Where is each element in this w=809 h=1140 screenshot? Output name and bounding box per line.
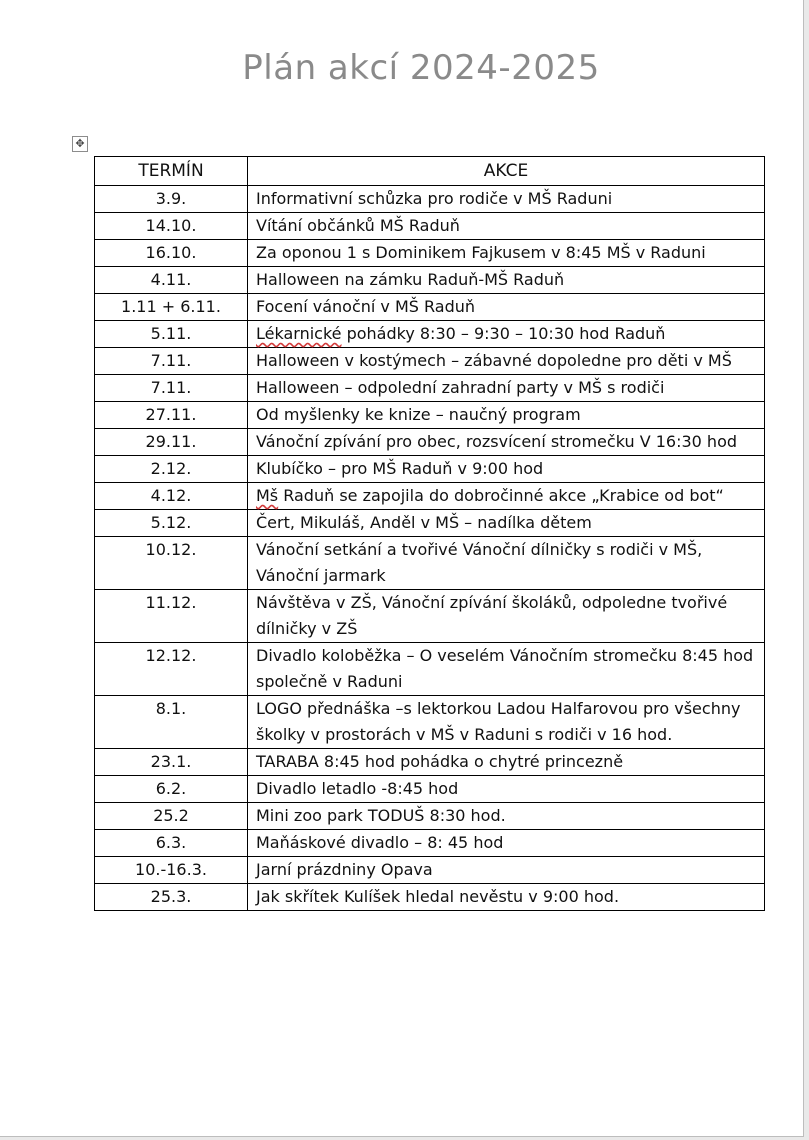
table-row — [95, 803, 765, 830]
table-row — [95, 590, 765, 643]
termin-cell: 25.3. — [95, 884, 248, 911]
table-row — [95, 643, 765, 696]
akce-cell: Maňáskové divadlo – 8: 45 hod — [248, 830, 765, 857]
akce-text: Raduň se zapojila do dobročinné akce „Krabice od bot“ — [278, 486, 724, 505]
akce-cell: Za oponou 1 s Dominikem Fajkusem v 8:45 MŠ v Raduni — [248, 240, 765, 267]
akce-cell — [248, 483, 765, 510]
termin-cell: 1.11 + 6.11. — [95, 294, 248, 321]
spellcheck-word: Lékarnické — [256, 324, 342, 343]
termin-cell: 14.10. — [95, 213, 248, 240]
termin-cell: 5.12. — [95, 510, 248, 537]
table-row — [95, 776, 765, 803]
termin-cell: 29.11. — [95, 429, 248, 456]
akce-cell — [248, 321, 765, 348]
table-row — [95, 348, 765, 375]
termin-cell: 25.2 — [95, 803, 248, 830]
table-row — [95, 483, 765, 510]
spellcheck-word: Mš — [256, 486, 279, 505]
akce-cell: Divadlo koloběžka – O veselém Vánočním stromečku 8:45 hod společně v Raduni — [248, 643, 765, 696]
table-row — [95, 884, 765, 911]
termin-cell: 2.12. — [95, 456, 248, 483]
table-row — [95, 267, 765, 294]
termin-cell: 10.12. — [95, 537, 248, 590]
akce-cell: Návštěva v ZŠ, Vánoční zpívání školáků, odpoledne tvořivé dílničky v ZŠ — [248, 590, 765, 643]
termin-cell: 7.11. — [95, 348, 248, 375]
akce-cell: Vítání občánků MŠ Raduň — [248, 213, 765, 240]
table-row — [95, 186, 765, 213]
table-row — [95, 429, 765, 456]
table-row — [95, 696, 765, 749]
termin-cell: 10.-16.3. — [95, 857, 248, 884]
document-title: Plán akcí 2024-2025 — [242, 48, 600, 88]
table-row — [95, 402, 765, 429]
akce-cell: Mini zoo park TODUŠ 8:30 hod. — [248, 803, 765, 830]
column-header-termin: TERMÍN — [95, 157, 248, 186]
akce-cell: Halloween na zámku Raduň-MŠ Raduň — [248, 267, 765, 294]
termin-cell: 4.11. — [95, 267, 248, 294]
termin-cell: 27.11. — [95, 402, 248, 429]
akce-cell: Informativní schůzka pro rodiče v MŠ Raduni — [248, 186, 765, 213]
table-row — [95, 456, 765, 483]
table-row — [95, 510, 765, 537]
akce-cell: Divadlo letadlo -8:45 hod — [248, 776, 765, 803]
termin-cell: 5.11. — [95, 321, 248, 348]
table-header-row — [95, 157, 765, 186]
akce-cell: Vánoční setkání a tvořivé Vánoční dílničky s rodiči v MŠ, Vánoční jarmark — [248, 537, 765, 590]
table-row — [95, 537, 765, 590]
column-header-akce: AKCE — [248, 157, 765, 186]
akce-cell: Čert, Mikuláš, Anděl v MŠ – nadílka dětem — [248, 510, 765, 537]
akce-cell: Jak skřítek Kulíšek hledal nevěstu v 9:00 hod. — [248, 884, 765, 911]
table-move-handle-icon[interactable]: ✥ — [72, 136, 88, 152]
termin-cell: 23.1. — [95, 749, 248, 776]
akce-cell: Halloween v kostýmech – zábavné dopoledne pro děti v MŠ — [248, 348, 765, 375]
akce-cell: Od myšlenky ke knize – naučný program — [248, 402, 765, 429]
akce-cell: Focení vánoční v MŠ Raduň — [248, 294, 765, 321]
table-row — [95, 749, 765, 776]
termin-cell: 12.12. — [95, 643, 248, 696]
termin-cell: 16.10. — [95, 240, 248, 267]
table-row — [95, 213, 765, 240]
akce-cell: Halloween – odpolední zahradní party v MŠ s rodiči — [248, 375, 765, 402]
akce-text: pohádky 8:30 – 9:30 – 10:30 hod Raduň — [341, 324, 666, 343]
termin-cell: 6.3. — [95, 830, 248, 857]
table-row — [95, 294, 765, 321]
table-row — [95, 857, 765, 884]
akce-cell: LOGO přednáška –s lektorkou Ladou Halfarovou pro všechny školky v prostorách v MŠ v Raduni s rodiči v 16 hod. — [248, 696, 765, 749]
events-table — [94, 156, 765, 911]
termin-cell: 7.11. — [95, 375, 248, 402]
akce-cell: Jarní prázdniny Opava — [248, 857, 765, 884]
termin-cell: 11.12. — [95, 590, 248, 643]
akce-cell: Klubíčko – pro MŠ Raduň v 9:00 hod — [248, 456, 765, 483]
termin-cell: 8.1. — [95, 696, 248, 749]
table-row — [95, 375, 765, 402]
table-row — [95, 240, 765, 267]
akce-cell: TARABA 8:45 hod pohádka o chytré princezně — [248, 749, 765, 776]
akce-cell: Vánoční zpívání pro obec, rozsvícení stromečku V 16:30 hod — [248, 429, 765, 456]
termin-cell: 6.2. — [95, 776, 248, 803]
termin-cell: 3.9. — [95, 186, 248, 213]
table-row — [95, 321, 765, 348]
table-row — [95, 830, 765, 857]
termin-cell: 4.12. — [95, 483, 248, 510]
